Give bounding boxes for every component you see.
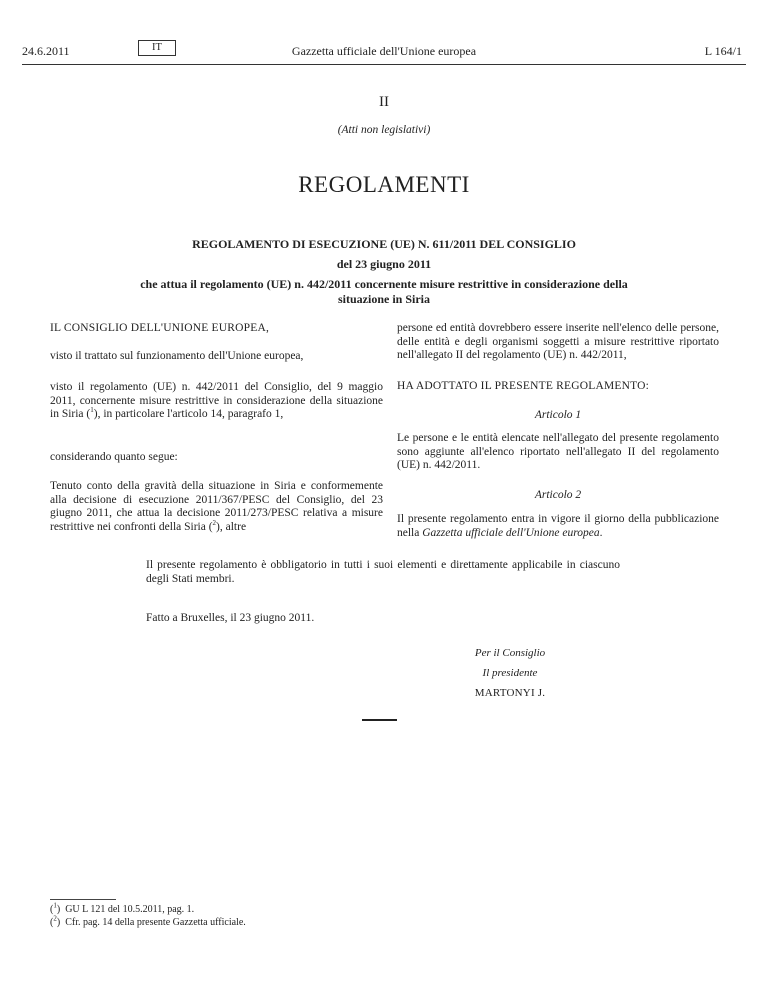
- preamble-treaty: visto il trattato sul funzionamento dell'Unione europea,: [50, 350, 304, 362]
- article-2-text-a: Il presente regolamento entra in vigore il giorno della pubblicazione nella: [397, 513, 719, 539]
- recital-1-text-a: Tenuto conto della gravità della situazione in Siria e conformemente alla decisione di esecuzione 2011/367/PESC del Consiglio, del 23 giugno 2011, che attua la decisione 2011/273/PESC relativa a misure restrittive nei confronti della Siria (: [50, 480, 383, 533]
- footnote-2: ($^2$) Cfr. pag. 14 della presente Gazzetta ufficiale.: [50, 914, 246, 928]
- footnote-2-text: Cfr. pag. 14 della presente Gazzetta ufficiale.: [65, 917, 246, 928]
- footnote-ref-1: 1: [90, 406, 94, 415]
- header-date: 24.6.2011: [22, 44, 70, 58]
- preamble-whereas: considerando quanto segue:: [50, 451, 178, 463]
- enacting-formula: HA ADOTTATO IL PRESENTE REGOLAMENTO:: [397, 380, 650, 392]
- article-1-text: Le persone e le entità elencate nell'allegato del presente regolamento sono aggiunte all'elenco riportato nell'allegato II del regolamento (UE) n. 442/2011.: [397, 432, 719, 472]
- signature-role: Il presidente: [482, 667, 538, 679]
- header-divider: [22, 64, 746, 65]
- journal-name-italic: Gazzetta ufficiale dell'Unione europea: [422, 526, 600, 539]
- language-badge: IT: [138, 40, 176, 56]
- page-number: L 164/1: [704, 44, 742, 58]
- article-1-title: Articolo 1: [534, 409, 582, 421]
- footnote-1-text: GU L 121 del 10.5.2011, pag. 1.: [65, 904, 195, 915]
- signature-block: [430, 643, 590, 703]
- regulation-subject-line2: situazione in Siria: [337, 292, 430, 306]
- preamble-regulation-text-b: ), in particolare l'articolo 14, paragrafo 1,: [93, 408, 284, 421]
- binding-clause: Il presente regolamento è obbligatorio in tutti i suoi elementi e direttamente applicabile in ciascuno degli Stati membri.: [146, 559, 620, 585]
- footnote-2-mark: 2: [53, 914, 57, 923]
- preamble-council: IL CONSIGLIO DELL'UNIONE EUROPEA,: [50, 322, 270, 334]
- signature-for: Per il Consiglio: [474, 647, 546, 659]
- section-title: REGOLAMENTI: [298, 172, 470, 197]
- article-2-text-b: .: [599, 526, 603, 539]
- part-subtitle: (Atti non legislativi): [337, 124, 431, 136]
- footnote-divider: [50, 899, 116, 900]
- preamble-regulation-text-a: visto il regolamento (UE) n. 442/2011 del Consiglio, del 9 maggio 2011, concernente misure restrittive in considerazione della situazione in Siria (: [50, 381, 383, 421]
- done-at: Fatto a Bruxelles, il 23 giugno 2011.: [146, 612, 315, 624]
- article-2-title: Articolo 2: [534, 489, 582, 501]
- journal-title: Gazzetta ufficiale dell'Unione europea: [291, 44, 477, 58]
- preamble-regulation: [50, 381, 383, 422]
- footnote-ref-2: 2: [212, 518, 217, 527]
- regulation-title: REGOLAMENTO DI ESECUZIONE (UE) N. 611/2011 DEL CONSIGLIO: [192, 237, 576, 251]
- regulation-date: del 23 giugno 2011: [336, 257, 432, 271]
- footnote-1: ($^1$) GU L 121 del 10.5.2011, pag. 1.: [50, 901, 195, 915]
- recital-1-text-b: ), altre: [216, 520, 247, 533]
- recital-1-continued: persone ed entità dovrebbero essere inserite nell'elenco delle persone, delle entità e degli organismi soggetti a misure restrittive riportato nell'allegato II del regolamento (UE) n. 442/2011,: [397, 322, 719, 362]
- end-separator: [362, 719, 397, 721]
- recital-1: [50, 480, 383, 534]
- part-number: II: [379, 94, 389, 110]
- regulation-subject-line1: che attua il regolamento (UE) n. 442/2011 concernente misure restrittive in considerazione della: [140, 277, 628, 291]
- article-2-text: [397, 513, 719, 540]
- signatory-name: MARTONYI J.: [474, 687, 546, 699]
- footnote-1-mark: 1: [53, 901, 57, 910]
